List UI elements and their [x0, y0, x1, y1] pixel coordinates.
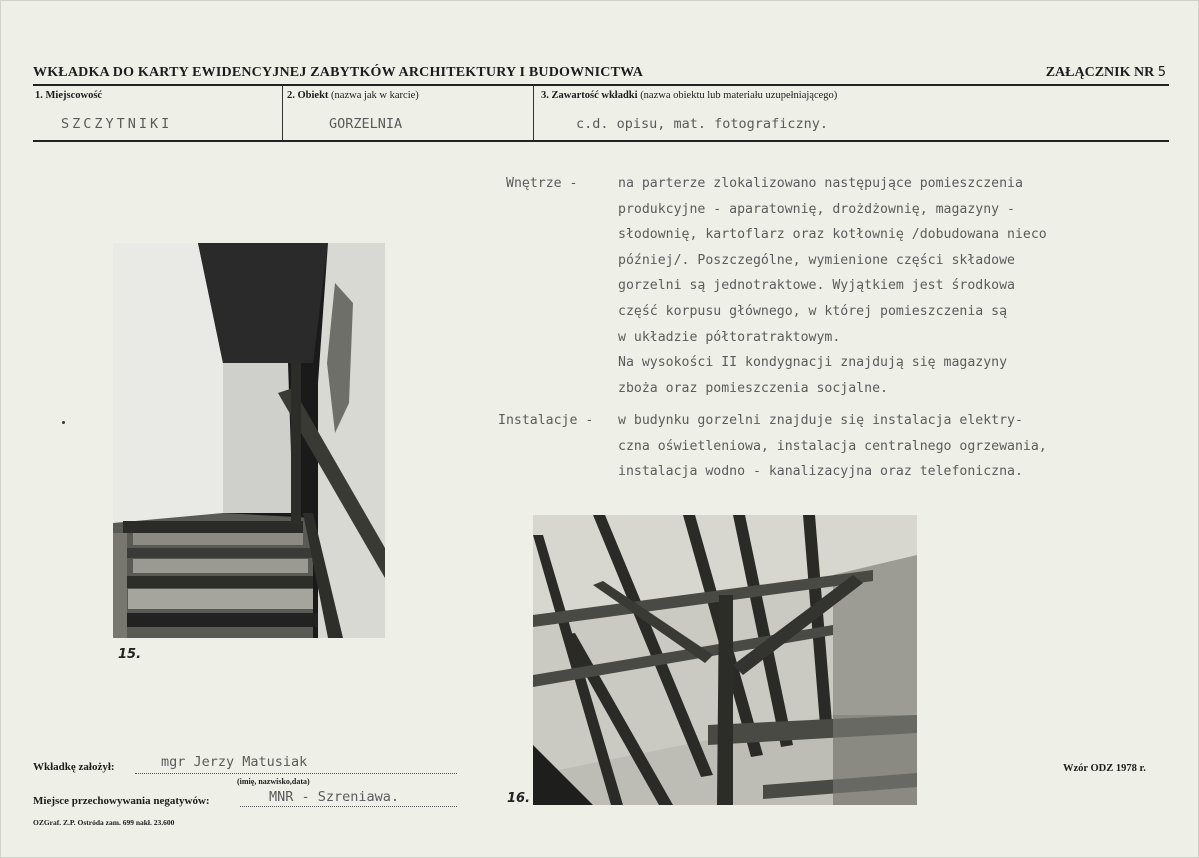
author-value: mgr Jerzy Matusiak [161, 754, 308, 770]
place-value: SZCZYTNIKI [61, 116, 173, 132]
storage-value: MNR - Szreniawa. [269, 789, 400, 805]
annex-number: 5 [1157, 65, 1166, 80]
text-line: zboża oraz pomieszczenia socjalne. [618, 380, 888, 396]
stray-mark [62, 421, 65, 424]
printer-info: OZGraf. Z.P. Ostróda zam. 699 nakł. 23.600 [33, 818, 175, 827]
photo-staircase [113, 243, 385, 638]
text-line: czna oświetleniowa, instalacja centralnego ogrzewania, [618, 438, 1047, 454]
header-rule-bottom [33, 140, 1169, 142]
annex-label [1046, 65, 1166, 81]
object-label [287, 90, 419, 101]
photo-ceiling-beams [533, 515, 917, 805]
content-label-text: 3. Zawartość wkładki [541, 90, 638, 101]
form-model: Wzór ODZ 1978 r. [1063, 763, 1146, 774]
annex-label-text: ZAŁĄCZNIK NR [1045, 65, 1155, 80]
storage-label: Miejsce przechowywania negatywów: [33, 795, 210, 807]
author-line [135, 773, 457, 774]
text-line: instalacja wodno - kanalizacyjna oraz telefoniczna. [618, 464, 1023, 480]
object-value: GORZELNIA [329, 116, 403, 132]
interior-text [618, 171, 1047, 401]
photo-number-15: 15. [118, 647, 142, 662]
text-line: na parterze zlokalizowano następujące pomieszczenia [618, 176, 1023, 191]
photo-number-16: 16. [507, 791, 531, 806]
content-label [541, 90, 837, 101]
text-line: w budynku gorzelni znajduje się instalacja elektry- [618, 413, 1023, 428]
text-line: słodownię, kartoflarz oraz kotłownię /dobudowana nieco [618, 227, 1047, 243]
text-line: później/. Poszczególne, wymienione części składowe [618, 252, 1015, 268]
object-label-text: 2. Obiekt [287, 90, 329, 101]
interior-heading: Wnętrze - [506, 176, 578, 191]
author-note: (imię, nazwisko,data) [237, 777, 310, 786]
installations-heading: Instalacje - [498, 413, 594, 428]
content-value: c.d. opisu, mat. fotograficzny. [576, 116, 828, 132]
text-line: w układzie półtoratraktowym. [618, 329, 841, 345]
text-line: gorzelni są jednotraktowe. Wyjątkiem jest środkowa [618, 278, 1015, 294]
field-divider [282, 86, 283, 140]
text-line: produkcyjne - aparatownię, drożdżownię, magazyny - [618, 201, 1015, 217]
object-label-note: (nazwa jak w karcie) [331, 90, 419, 101]
place-label: 1. Miejscowość [35, 90, 103, 101]
card-title: WKŁADKA DO KARTY EWIDENCYJNEJ ZABYTKÓW ARCHITEKTURY I BUDOWNICTWA [33, 65, 644, 80]
field-divider [533, 86, 534, 140]
installations-text [618, 408, 1047, 485]
author-label: Wkładkę założył: [33, 761, 115, 773]
text-line: część korpusu głównego, w której pomieszczenia są [618, 303, 1008, 319]
text-line: Na wysokości II kondygnacji znajdują się magazyny [618, 355, 1008, 371]
storage-line [240, 806, 457, 807]
content-label-note: (nazwa obiektu lub materiału uzupełniającego) [640, 90, 838, 101]
header-rule-top [33, 84, 1169, 86]
